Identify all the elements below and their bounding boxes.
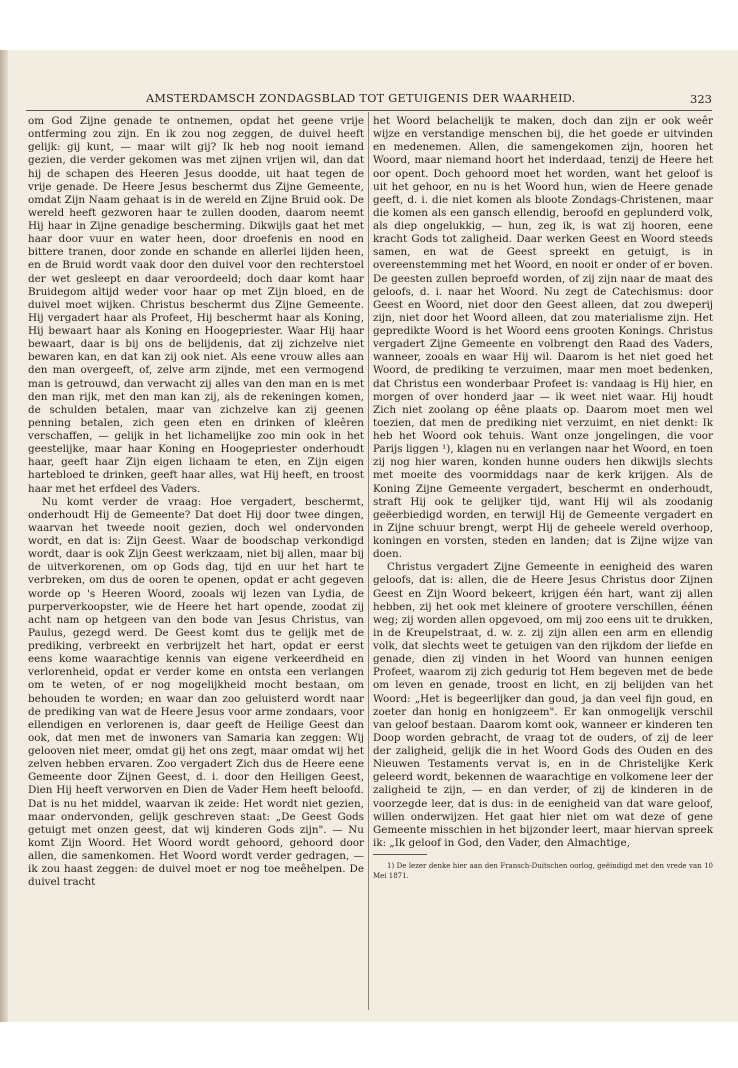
column-divider: [368, 112, 369, 1010]
header-rule: [26, 110, 712, 111]
right-column: [373, 115, 713, 850]
page-number: 323: [690, 92, 712, 106]
running-header: [26, 92, 712, 110]
left-column: [28, 115, 364, 889]
running-header-title: AMSTERDAMSCH ZONDAGSBLAD TOT GETUIGENIS DER WAARHEID.: [146, 92, 576, 105]
right-paragraph-2: Christus vergadert Zijne Gemeente in eenigheid des waren geloofs, dat is: allen, die de Heere Jesus Christus door Zijnen Geest en Zijn Woord bekeert, krijgen één hart, want zij allen hebben, zij het ook met kleinere of grootere verschillen, éénen weg; zij worden allen opgevoed, om mij zoo eens uit te drukken, in de Kreupelstraat, d. w. z. zij zijn allen een arm en ellendig volk, dat slechts weet te getuigen van den rijkdom der liefde en genade, dien zij vinden in het Woord van hunnen eenigen Profeet, waarom zij zich gedurig tot Hem begeven met de bede om leven en genade, troost en licht, en zij belijden van het Woord: „Het is begeerlijker dan goud, ja dan veel fijn goud, en zoeter dan honig en honigzeem". Er kan onmogelijk verschil van geloof bestaan. Daarom komt ook, wanneer er kinderen ten Doop worden gebracht, de vraag tot de ouders, of zij de leer der zaligheid, gelijk die in het Woord Gods des Ouden en des Nieuwen Testaments vervat is, en in de Christelijke Kerk geleerd wordt, bekennen de waarachtige en volkomene leer der zaligheid te zijn, — en dan verder, of zij de kinderen in de voorzegde leer, dat is dus: in de eenigheid van dat ware geloof, willen onderwijzen. Het gaat hier niet om wat deze of gene Gemeente misschien in het bijzonder leert, maar hiervan spreek ik: „Ik geloof in God, den Vader, den Almachtige,: [373, 561, 713, 849]
right-paragraph-1: het Woord belachelijk te maken, doch dan zijn er ook weêr wijze en verstandige menschen bij, die het goede er uitvinden en medenemen. Allen, die samengekomen zijn, hooren het Woord, maar niemand hoort het inderdaad, tenzij de Heere het oor opent. Doch gehoord moet het worden, want het geloof is uit het gehoor, en nu is het Woord hun, wien de Heere genade geeft, d. i. die niet komen als bloote Zondags-Christenen, maar die komen als een gansch ellendig, beroofd en geplunderd volk, als diep ongelukkig, — hun, zeg ik, is wat zij hooren, eene kracht Gods tot zaligheid. Daar werken Geest en Woord steeds samen, en wat de Geest spreekt en getuigt, is in overeenstemming met het Woord, en nooit er onder of er boven. De geesten zullen beproefd worden, of zij zijn naar de maat des geloofs, d. i. naar het Woord. Nu zegt de Catechismus: door Geest en Woord, niet door den Geest alleen, dat zou dweperij zijn, niet door het Woord alleen, dat zou materialisme zijn. Het gepredikte Woord is het Woord eens grooten Konings. Christus vergadert Zijne Gemeente en volbrengt den Raad des Vaders, wanneer, zooals en waar Hij wil. Daarom is het niet goed het Woord, de prediking te verzuimen, maar men moet bedenken, dat Christus een wonderbaar Profeet is: vandaag is Hij hier, en morgen of over honderd jaar — ik weet niet waar. Hij houdt Zich niet zoolang op éêne plaats op. Daarom moet men wel toezien, dat men de prediking niet verzuimt, en niet denkt: Ik heb het Woord ook tehuis. Want onze jongelingen, die voor Parijs liggen ¹), klagen nu en verlangen naar het Woord, en toen zij nog hier waren, konden hunne ouders hen dikwijls slechts met moeite des voormiddags naar de kerk krijgen. Als de Koning Zijne Gemeente vergadert, beschermt en onderhoudt, straft Hij ook te gelijker tijd, want Hij wil als zoodanig geëerbiedigd worden, en terwijl Hij de Gemeente vergadert en in Zijne schuur brengt, werpt Hij de geheele wereld overhoop, koningen en vorsten, steden en landen; dat is Zijne wijze van doen.: [373, 115, 713, 561]
page-binding-edge: [0, 50, 8, 1022]
left-paragraph-2: Nu komt verder de vraag: Hoe vergadert, beschermt, onderhoudt Hij de Gemeente? Dat doet Hij door twee dingen, waarvan het tweede nooit gezien, doch wel ondervonden wordt, en dat is: Zijn Geest. Waar de boodschap verkondigd wordt, daar is ook Zijn Geest werkzaam, niet bij allen, maar bij de uitverkorenen, om op Gods dag, tijd en uur het hart te verbreken, om dus de ooren te openen, opdat er acht gegeven worde op 's Heeren Woord, zooals wij lezen van Lydia, de purperverkoopster, wie de Heere het hart opende, zoodat zij acht nam op hetgeen van den bode van Jesus Christus, van Paulus, gezegd werd. De Geest komt dus te gelijk met de prediking, verbreekt en verbrijzelt het hart, opdat er eerst eens kome waarachtige kennis van eigene verkeerdheid en verlorenheid, opdat er verder kome en ontsta een verlangen om te weten, of er nog mogelijkheid mocht bestaan, om behouden te worden; en waar dan zoo geluisterd wordt naar de prediking van wat de Heere Jesus voor arme zondaars, voor ellendigen en verlorenen is, daar geeft de Heilige Geest dan ook, dat men met de inwoners van Samaria kan zeggen: Wij gelooven niet meer, omdat gij het ons zegt, maar omdat wij het zelven hebben ervaren. Zoo vergadert Zich dus de Heere eene Gemeente door Zijnen Geest, d. i. door den Heiligen Geest, Dien Hij heeft verworven en Dien de Vader Hem heeft beloofd. Dat is nu het middel, waarvan ik zeide: Het wordt niet gezien, maar ondervonden, gelijk geschreven staat: „De Geest Gods getuigt met onzen geest, dat wij kinderen Gods zijn". — Nu komt Zijn Woord. Het Woord wordt gehoord, gehoord door allen, die samenkomen. Het Woord wordt verder gedragen, — ik zou haast zeggen: de duivel moet er nog toe meêhelpen. De duivel tracht: [28, 495, 364, 889]
left-paragraph-1: om God Zijne genade te ontnemen, opdat het geene vrije ontferming zou zijn. En ik zou nog zeggen, de duivel heeft gelijk: gij kunt, — maar wilt gij? Ik heb nog nooit iemand gezien, die verder gekomen was met zijnen vrijen wil, dan dat hij de schapen des Heeren Jesus doodde, uit haat tegen de vrije genade. De Heere Jesus beschermt dus Zijne Gemeente, omdat Zijn Naam gehaat is in de wereld en Zijne Bruid ook. De wereld heeft gezworen haar te zullen dooden, daarom neemt Hij haar in Zijne genadige bescherming. Dikwijls gaat het met haar door vuur en water heen, door droefenis en nood en bittere tranen, door zonde en schande en allerlei lijden heen, en de Bruid wordt vaak door den duivel voor den rechterstoel der wet gesleept en daar veroordeeld; doch daar komt haar Bruidegom altijd weder voor haar op met Zijn bloed, en de duivel moet wijken. Christus beschermt dus Zijne Gemeente. Hij vergadert haar als Profeet, Hij beschermt haar als Koning, Hij bewaart haar als Koning en Hoogepriester. Waar Hij haar bewaart, daar is bij ons de belijdenis, dat zij zichzelve niet bewaren kan, en dat kan zij ook niet. Als eene vrouw alles aan den man overgeeft, of, zelve arm zijnde, met een vermogend man is getrouwd, dan verwacht zij alles van den man en is met den man rijk, met den man kan zij, als de rekeningen komen, de schulden betalen, maar van zichzelve kan zij geenen penning betalen, zich geen eten en drinken of kleêren verschaffen, — gelijk in het lichamelijke zoo min ook in het geestelijke, maar haar Koning en Hoogepriester onderhoudt haar, geeft haar Zijn eigen lichaam te eten, en Zijn eigen hartebloed te drinken, geeft haar alles, wat Hij heeft, en troost haar met het erfdeel des Vaders.: [28, 115, 364, 495]
scanned-page: [0, 50, 738, 1022]
footnote-rule: [373, 854, 427, 855]
footnote: 1) De lezer denke hier aan den Fransch-Duitschen oorlog, geëindigd met den vrede van 10 Mei 1871.: [373, 862, 713, 880]
